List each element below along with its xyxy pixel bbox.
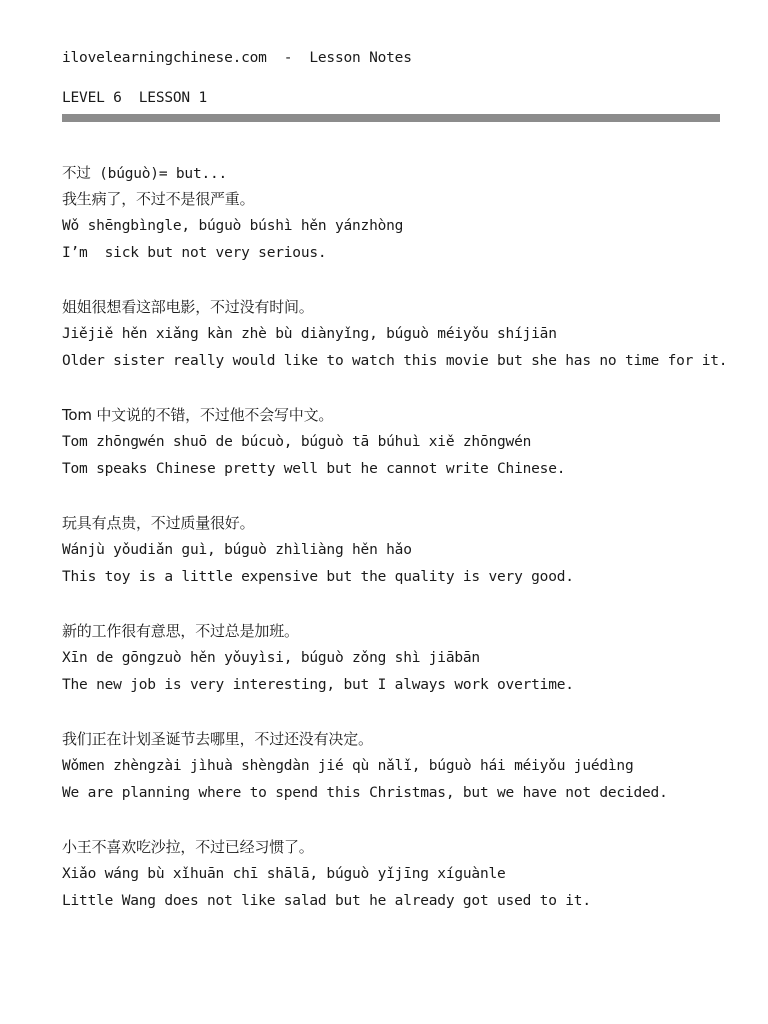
example-hanzi: 我生病了，不过不是很严重。: [62, 190, 255, 208]
level-lesson-heading: LEVEL 6 LESSON 1: [62, 90, 208, 106]
example-pinyin: Jiějiě hěn xiǎng kàn zhè bù diànyǐng, búguò méiyǒu shíjiān: [62, 326, 557, 342]
example-item: [62, 510, 752, 591]
example-pinyin: Xīn de gōngzuò hěn yǒuyìsi, búguò zǒng shì jiābān: [62, 650, 480, 666]
example-list: [62, 186, 752, 915]
example-english: The new job is very interesting, but I always work overtime.: [62, 677, 574, 693]
example-hanzi: 我们正在计划圣诞节去哪里，不过还没有决定。: [62, 730, 373, 748]
example-item: [62, 618, 752, 699]
example-hanzi: 姐姐很想看这部电影，不过没有时间。: [62, 298, 314, 316]
example-english: We are planning where to spend this Christmas, but we have not decided.: [62, 785, 668, 801]
example-item: [62, 294, 752, 375]
example-pinyin: Xiǎo wáng bù xǐhuān chī shālā, búguò yǐjīng xíguànle: [62, 866, 506, 882]
example-english: Tom speaks Chinese pretty well but he cannot write Chinese.: [62, 461, 566, 477]
site-title: ilovelearningchinese.com - Lesson Notes: [62, 50, 412, 66]
example-hanzi: 玩具有点贵，不过质量很好。: [62, 514, 255, 532]
lesson-notes-page: [62, 48, 752, 915]
example-pinyin: Wǒ shēngbìngle, búguò búshì hěn yánzhòng: [62, 218, 404, 234]
example-item: [62, 186, 752, 267]
example-english: This toy is a little expensive but the quality is very good.: [62, 569, 574, 585]
example-pinyin: Tom zhōngwén shuō de búcuò, búguò tā búhuì xiě zhōngwén: [62, 434, 532, 450]
example-hanzi: 新的工作很有意思，不过总是加班。: [62, 622, 299, 640]
example-english: I’m sick but not very serious.: [62, 245, 327, 261]
example-item: [62, 402, 752, 483]
example-item: [62, 726, 752, 807]
example-english: Little Wang does not like salad but he already got used to it.: [62, 893, 591, 909]
example-item: [62, 834, 752, 915]
example-hanzi: 小王不喜欢吃沙拉，不过已经习惯了。: [62, 838, 314, 856]
example-pinyin: Wǒmen zhèngzài jìhuà shèngdàn jié qù nǎlǐ, búguò hái méiyǒu juédìng: [62, 758, 634, 774]
header-divider: [62, 114, 720, 122]
example-pinyin: Wánjù yǒudiǎn guì, búguò zhìliàng hěn hǎo: [62, 542, 412, 558]
example-hanzi: Tom 中文说的不错，不过他不会写中文。: [62, 406, 334, 424]
vocab-title: 不过 (búguò)= but...: [62, 166, 228, 182]
example-english: Older sister really would like to watch this movie but she has no time for it.: [62, 353, 728, 369]
